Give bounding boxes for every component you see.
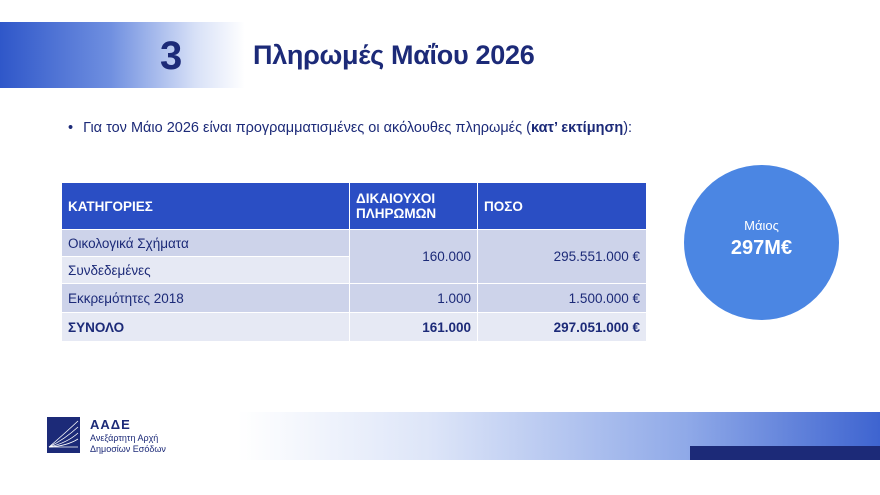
amount-cell: 1.500.000 € [478,284,647,313]
logo-subtitle: Ανεξάρτητη Αρχή [90,433,159,443]
table-header-row [62,183,647,230]
bullet-end: ): [623,120,633,136]
logo-subtitle: Δημοσίων Εσόδων [90,444,166,454]
bullet-text: Για τον Μάιο 2026 είναι προγραμματισμένες οι ακόλουθες πληρωμές ( [83,120,531,136]
month-label: Μάιος [744,218,779,233]
intro-bullet [68,120,632,136]
logo-name: ΑΑΔΕ [90,417,131,432]
category-cell: Εκκρεμότητες 2018 [62,284,350,313]
footer-decor-strip [690,446,880,460]
payments-table [62,183,647,341]
total-beneficiaries: 161.000 [350,313,478,342]
beneficiaries-cell: 1.000 [350,284,478,313]
bullet-dot: • [68,120,74,136]
total-row [62,313,647,342]
category-cell: Συνδεδεμένες [62,257,350,284]
header-amount: ΠΟΣΟ [478,183,647,230]
total-amount: 297.051.000 € [478,313,647,342]
month-value: 297Μ€ [730,237,793,259]
amount-cell: 295.551.000 € [478,230,647,284]
header-decor-band [0,22,245,88]
slide-title: Πληρωμές Μαΐου 2026 [253,40,535,70]
beneficiaries-cell: 160.000 [350,230,478,284]
bullet-bold-text: κατ’ εκτίμηση [531,120,624,136]
header-category: ΚΑΤΗΓΟΡΙΕΣ [62,183,350,230]
month-total-circle [684,165,839,320]
category-cell: Οικολογικά Σχήματα [62,230,350,257]
aade-logo-icon [47,417,80,453]
total-label: ΣΥΝΟΛΟ [62,313,350,342]
table-row [62,230,647,257]
slide-number: 3 [160,34,183,78]
table-row [62,284,647,313]
header-beneficiaries: ΔΙΚΑΙΟΥΧΟΙ ΠΛΗΡΩΜΩΝ [350,183,478,230]
